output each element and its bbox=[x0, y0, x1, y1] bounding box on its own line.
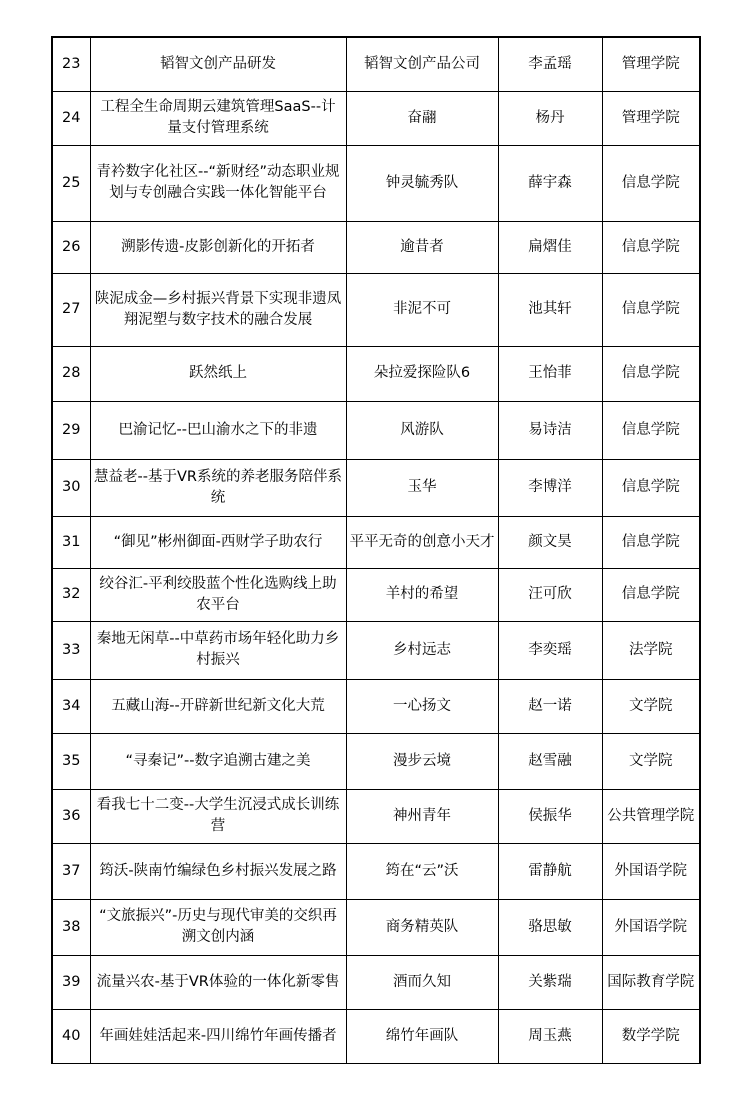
cell-no: 40 bbox=[52, 1009, 90, 1063]
cell-team: 乡村远志 bbox=[346, 621, 498, 679]
cell-project: 慧益老--基于VR系统的养老服务陪伴系统 bbox=[90, 459, 346, 516]
cell-project: 工程全生命周期云建筑管理SaaS--计量支付管理系统 bbox=[90, 91, 346, 145]
cell-project: 筠沃-陕南竹编绿色乡村振兴发展之路 bbox=[90, 843, 346, 899]
cell-college: 外国语学院 bbox=[602, 899, 700, 955]
cell-project: 流量兴农-基于VR体验的一体化新零售 bbox=[90, 955, 346, 1009]
cell-college: 信息学院 bbox=[602, 459, 700, 516]
cell-project: 看我七十二变--大学生沉浸式成长训练营 bbox=[90, 789, 346, 843]
table-row bbox=[52, 346, 700, 401]
table-row bbox=[52, 899, 700, 955]
table-row bbox=[52, 401, 700, 459]
table-body bbox=[52, 37, 700, 1063]
cell-team: 绵竹年画队 bbox=[346, 1009, 498, 1063]
cell-leader: 颜文昊 bbox=[498, 516, 602, 568]
cell-college: 公共管理学院 bbox=[602, 789, 700, 843]
cell-no: 30 bbox=[52, 459, 90, 516]
cell-leader: 关紫瑞 bbox=[498, 955, 602, 1009]
cell-leader: 王怡菲 bbox=[498, 346, 602, 401]
cell-no: 37 bbox=[52, 843, 90, 899]
cell-project: “文旅振兴”-历史与现代审美的交织再溯文创内涵 bbox=[90, 899, 346, 955]
table-row bbox=[52, 516, 700, 568]
cell-leader: 杨丹 bbox=[498, 91, 602, 145]
table-row bbox=[52, 679, 700, 733]
cell-no: 36 bbox=[52, 789, 90, 843]
cell-no: 39 bbox=[52, 955, 90, 1009]
cell-project: 溯影传遗-皮影创新化的开拓者 bbox=[90, 221, 346, 273]
cell-leader: 李孟瑶 bbox=[498, 37, 602, 91]
cell-no: 32 bbox=[52, 568, 90, 621]
cell-team: 朵拉爱探险队6 bbox=[346, 346, 498, 401]
cell-team: 酒而久知 bbox=[346, 955, 498, 1009]
cell-team: 平平无奇的创意小天才 bbox=[346, 516, 498, 568]
cell-no: 33 bbox=[52, 621, 90, 679]
cell-project: “御见”彬州御面-西财学子助农行 bbox=[90, 516, 346, 568]
cell-college: 文学院 bbox=[602, 679, 700, 733]
cell-college: 管理学院 bbox=[602, 37, 700, 91]
cell-leader: 赵雪融 bbox=[498, 733, 602, 789]
cell-project: 五藏山海--开辟新世纪新文化大荒 bbox=[90, 679, 346, 733]
cell-team: 钟灵毓秀队 bbox=[346, 145, 498, 221]
cell-team: 奋翮 bbox=[346, 91, 498, 145]
cell-no: 38 bbox=[52, 899, 90, 955]
cell-leader: 易诗洁 bbox=[498, 401, 602, 459]
cell-no: 28 bbox=[52, 346, 90, 401]
cell-project: 青衿数字化社区--“新财经”动态职业规划与专创融合实践一体化智能平台 bbox=[90, 145, 346, 221]
cell-leader: 李博洋 bbox=[498, 459, 602, 516]
cell-leader: 李奕瑶 bbox=[498, 621, 602, 679]
cell-project: “寻秦记”--数字追溯古建之美 bbox=[90, 733, 346, 789]
table-row bbox=[52, 91, 700, 145]
cell-college: 法学院 bbox=[602, 621, 700, 679]
table-row bbox=[52, 789, 700, 843]
cell-leader: 雷静航 bbox=[498, 843, 602, 899]
cell-college: 国际教育学院 bbox=[602, 955, 700, 1009]
cell-college: 信息学院 bbox=[602, 145, 700, 221]
cell-project: 巴渝记忆--巴山渝水之下的非遗 bbox=[90, 401, 346, 459]
cell-no: 27 bbox=[52, 273, 90, 346]
cell-no: 26 bbox=[52, 221, 90, 273]
cell-college: 外国语学院 bbox=[602, 843, 700, 899]
cell-leader: 侯振华 bbox=[498, 789, 602, 843]
cell-leader: 骆思敏 bbox=[498, 899, 602, 955]
project-table bbox=[51, 36, 701, 1064]
cell-project: 韬智文创产品研发 bbox=[90, 37, 346, 91]
cell-no: 31 bbox=[52, 516, 90, 568]
cell-no: 34 bbox=[52, 679, 90, 733]
table-row bbox=[52, 273, 700, 346]
cell-team: 玉华 bbox=[346, 459, 498, 516]
table-row bbox=[52, 1009, 700, 1063]
cell-no: 23 bbox=[52, 37, 90, 91]
table-row bbox=[52, 733, 700, 789]
cell-leader: 扁熠佳 bbox=[498, 221, 602, 273]
cell-team: 筠在“云”沃 bbox=[346, 843, 498, 899]
table-row bbox=[52, 221, 700, 273]
cell-leader: 汪可欣 bbox=[498, 568, 602, 621]
cell-project: 绞谷汇-平利绞股蓝个性化选购线上助农平台 bbox=[90, 568, 346, 621]
cell-team: 逾昔者 bbox=[346, 221, 498, 273]
cell-team: 商务精英队 bbox=[346, 899, 498, 955]
cell-college: 信息学院 bbox=[602, 401, 700, 459]
cell-team: 神州青年 bbox=[346, 789, 498, 843]
table-row bbox=[52, 145, 700, 221]
cell-leader: 池其轩 bbox=[498, 273, 602, 346]
cell-college: 管理学院 bbox=[602, 91, 700, 145]
cell-college: 信息学院 bbox=[602, 346, 700, 401]
cell-no: 29 bbox=[52, 401, 90, 459]
cell-college: 信息学院 bbox=[602, 273, 700, 346]
cell-no: 25 bbox=[52, 145, 90, 221]
cell-leader: 薛宇森 bbox=[498, 145, 602, 221]
cell-no: 35 bbox=[52, 733, 90, 789]
cell-leader: 周玉燕 bbox=[498, 1009, 602, 1063]
cell-team: 非泥不可 bbox=[346, 273, 498, 346]
cell-college: 数学学院 bbox=[602, 1009, 700, 1063]
table-row bbox=[52, 37, 700, 91]
cell-team: 羊村的希望 bbox=[346, 568, 498, 621]
cell-team: 韬智文创产品公司 bbox=[346, 37, 498, 91]
table-row bbox=[52, 955, 700, 1009]
cell-no: 24 bbox=[52, 91, 90, 145]
cell-team: 风游队 bbox=[346, 401, 498, 459]
cell-project: 陕泥成金—乡村振兴背景下实现非遗凤翔泥塑与数字技术的融合发展 bbox=[90, 273, 346, 346]
cell-project: 秦地无闲草--中草药市场年轻化助力乡村振兴 bbox=[90, 621, 346, 679]
table-row bbox=[52, 568, 700, 621]
cell-college: 信息学院 bbox=[602, 516, 700, 568]
table-row bbox=[52, 459, 700, 516]
cell-team: 漫步云境 bbox=[346, 733, 498, 789]
cell-college: 文学院 bbox=[602, 733, 700, 789]
cell-leader: 赵一诺 bbox=[498, 679, 602, 733]
table-row bbox=[52, 621, 700, 679]
cell-project: 年画娃娃活起来-四川绵竹年画传播者 bbox=[90, 1009, 346, 1063]
table-row bbox=[52, 843, 700, 899]
cell-team: 一心扬文 bbox=[346, 679, 498, 733]
cell-college: 信息学院 bbox=[602, 568, 700, 621]
cell-project: 跃然纸上 bbox=[90, 346, 346, 401]
cell-college: 信息学院 bbox=[602, 221, 700, 273]
